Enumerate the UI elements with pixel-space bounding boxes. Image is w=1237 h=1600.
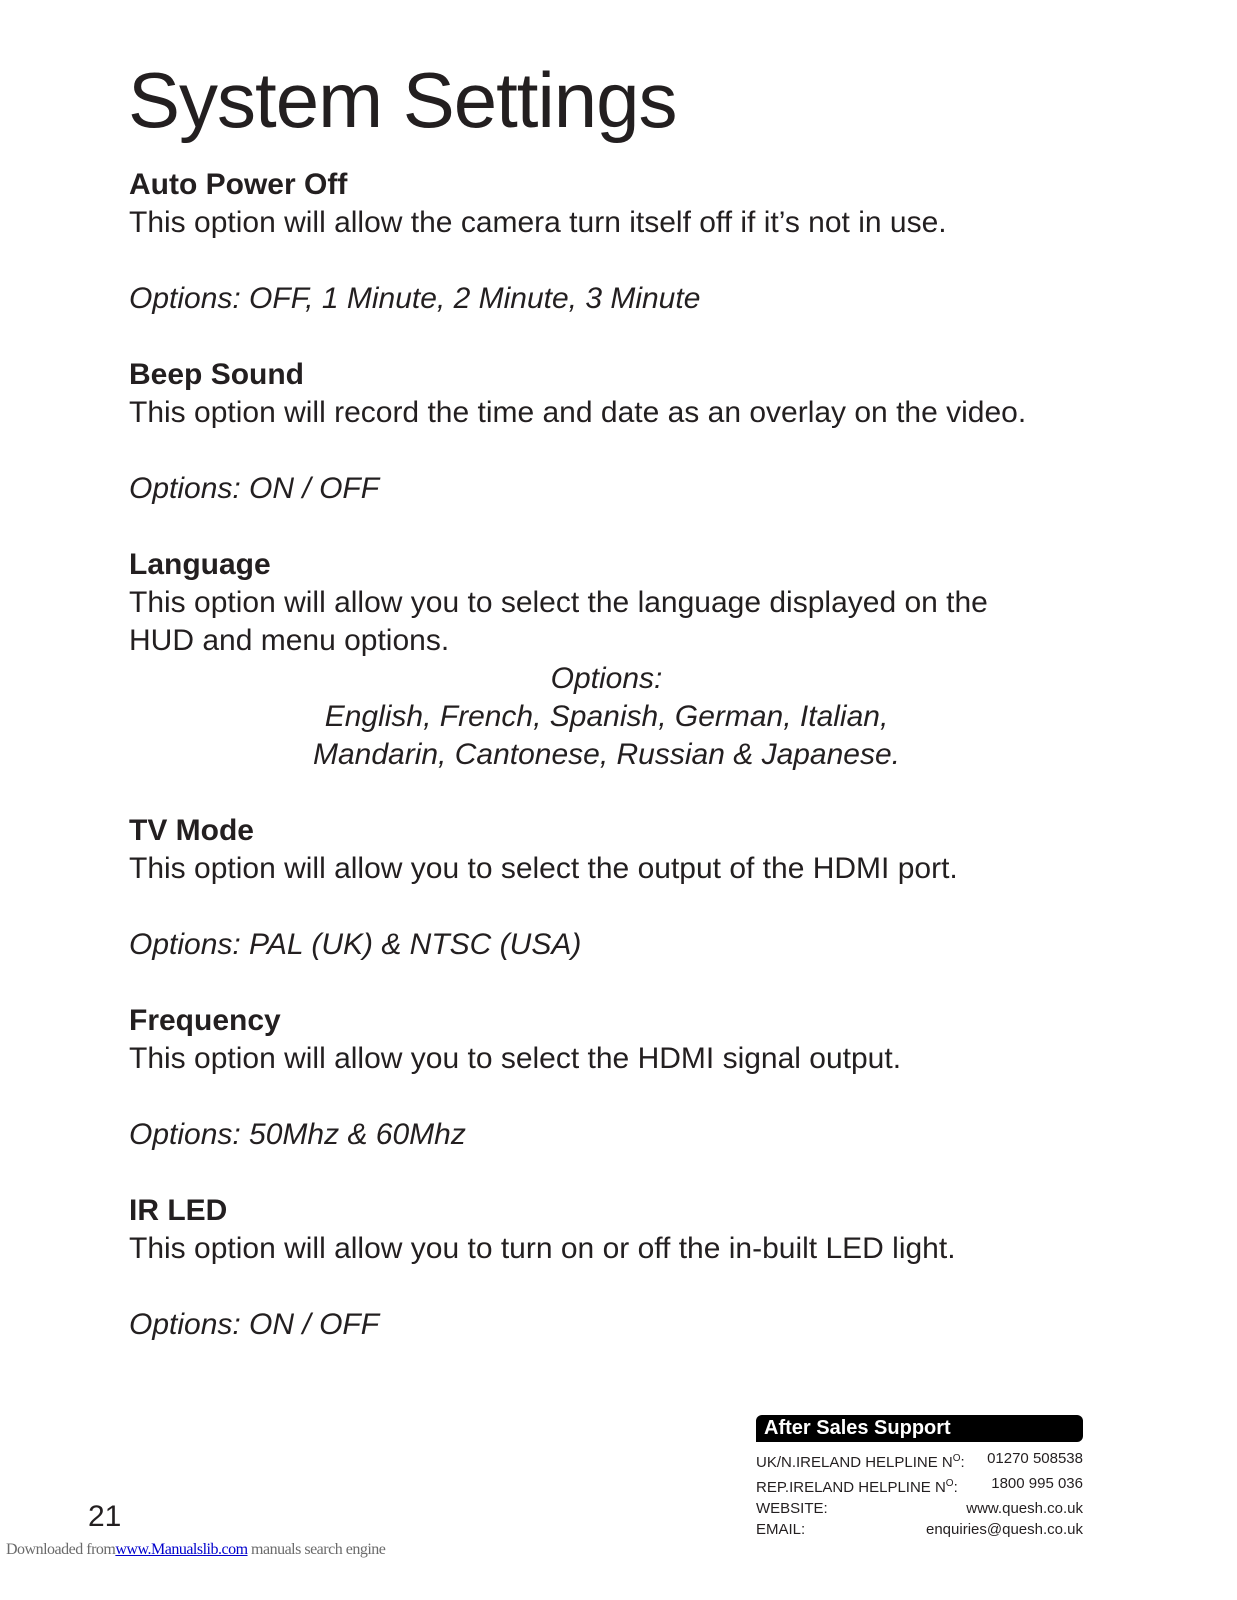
section-description-line1: This option will allow you to select the language displayed on the xyxy=(129,586,988,619)
section-description: This option will allow the camera turn itself off if it’s not in use. xyxy=(129,206,947,239)
support-label: EMAIL: xyxy=(756,1521,806,1538)
support-label: UK/N.IRELAND HELPLINE $N^O$: xyxy=(756,1453,965,1471)
section-options-line2: Mandarin, Cantonese, Russian & Japanese. xyxy=(312,738,901,771)
section-options-line1: English, French, Spanish, German, Italian, xyxy=(324,700,889,733)
support-row-email xyxy=(756,1519,1083,1540)
support-row-ie-helpline xyxy=(756,1473,1083,1498)
section-beep-sound xyxy=(129,356,1084,508)
section-description: This option will allow you to select the HDMI signal output. xyxy=(129,1042,902,1075)
section-tv-mode xyxy=(129,812,1084,964)
support-header: After Sales Support xyxy=(756,1415,1083,1442)
section-heading: Beep Sound xyxy=(129,358,305,391)
section-options: Options: PAL (UK) & NTSC (USA) xyxy=(129,928,582,961)
section-heading: IR LED xyxy=(129,1194,228,1227)
section-ir-led xyxy=(129,1192,1084,1344)
section-description: This option will allow you to turn on or off the in-built LED light. xyxy=(129,1232,956,1265)
section-frequency xyxy=(129,1002,1084,1154)
support-value: www.quesh.co.uk xyxy=(966,1500,1083,1517)
section-options: Options: ON / OFF xyxy=(129,1308,380,1341)
section-options-label: Options: xyxy=(550,662,663,695)
settings-content xyxy=(129,166,1084,1344)
footer-prefix: Downloaded from xyxy=(6,1541,116,1558)
support-value: 1800 995 036 xyxy=(991,1475,1083,1492)
section-language xyxy=(129,546,1084,774)
after-sales-support-box xyxy=(756,1415,1083,1540)
support-value: 01270 508538 xyxy=(987,1450,1083,1467)
support-value: enquiries@quesh.co.uk xyxy=(926,1521,1083,1538)
section-options: Options: OFF, 1 Minute, 2 Minute, 3 Minute xyxy=(129,282,701,315)
section-heading: Auto Power Off xyxy=(129,168,348,201)
manualslib-link[interactable]: www.Manualslib.com xyxy=(115,1541,248,1558)
support-label: WEBSITE: xyxy=(756,1500,828,1517)
support-row-uk-helpline xyxy=(756,1448,1083,1473)
section-heading: Language xyxy=(129,548,271,581)
section-options: Options: 50Mhz & 60Mhz xyxy=(129,1118,466,1151)
page-number: 21 xyxy=(88,1500,122,1533)
section-description: This option will allow you to select the output of the HDMI port. xyxy=(129,852,958,885)
support-label: REP.IRELAND HELPLINE $N^O$: xyxy=(756,1478,958,1496)
support-row-website xyxy=(756,1498,1083,1519)
page-title: System Settings xyxy=(128,56,677,144)
section-options: Options: ON / OFF xyxy=(129,472,380,505)
section-heading: Frequency xyxy=(129,1004,281,1037)
footer-credit xyxy=(6,1541,385,1559)
section-description-line2: HUD and menu options. xyxy=(129,624,450,657)
section-description: This option will record the time and date as an overlay on the video. xyxy=(129,396,1027,429)
section-heading: TV Mode xyxy=(129,814,254,847)
footer-suffix: manuals search engine xyxy=(247,1541,386,1558)
section-auto-power-off xyxy=(129,166,1084,318)
